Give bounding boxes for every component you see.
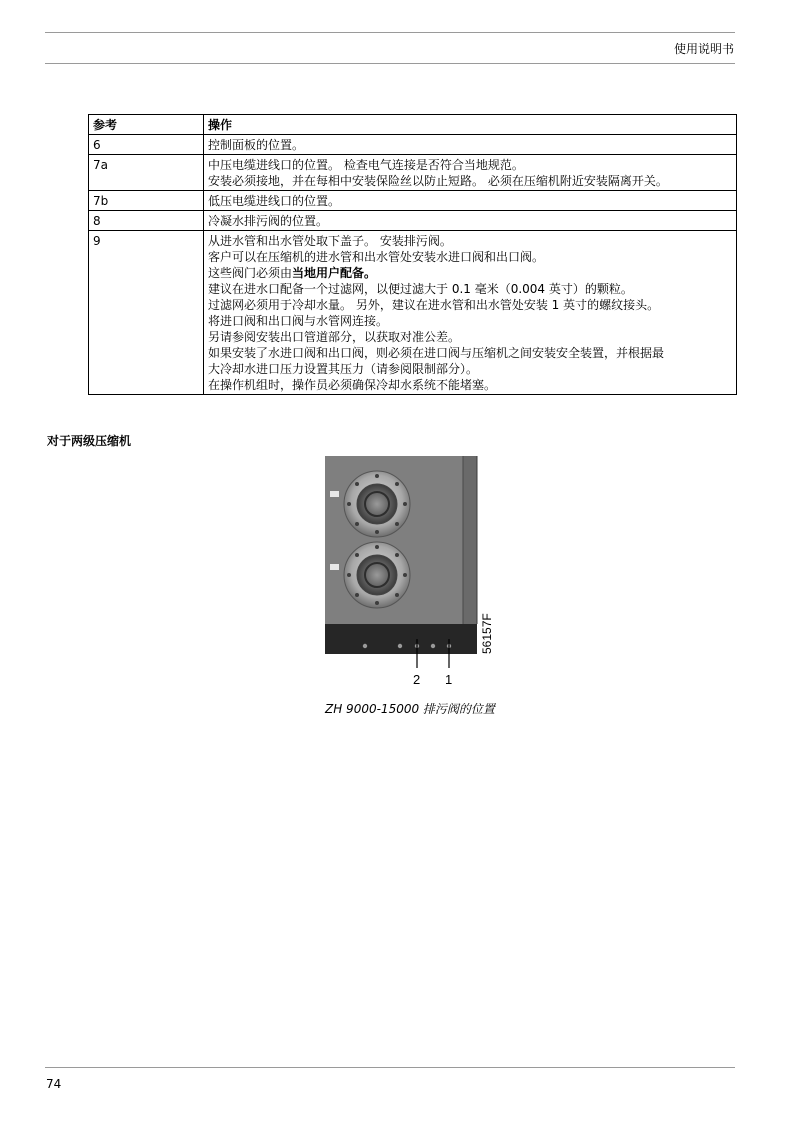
base-strip [325, 624, 477, 654]
page-number: 74 [46, 1077, 62, 1091]
column-header-ref: 参考 [89, 115, 204, 135]
ref-cell: 9 [89, 231, 204, 395]
operation-line: 大冷却水进口压力设置其压力（请参阅限制部分）。 [208, 362, 479, 376]
operation-line: 客户可以在压缩机的进水管和出水管处安装水进口阀和出口阀。 [208, 250, 545, 264]
callout-label-1: 1 [445, 672, 453, 686]
operation-cell [204, 135, 737, 155]
operation-line: 将进口阀和出口阀与水管网连接。 [208, 314, 389, 328]
table-header-row [89, 115, 737, 135]
operation-text: 这些阀门必须由 [208, 266, 293, 280]
figure-caption: ZH 9000-15000 排污阀的位置 [325, 702, 495, 716]
table-row [89, 231, 737, 395]
operation-cell [204, 191, 737, 211]
callout-label-2: 2 [413, 672, 421, 686]
footer-rule [45, 1067, 735, 1068]
operation-line: 低压电缆进线口的位置。 [208, 194, 341, 208]
operation-cell [204, 155, 737, 191]
operation-line: 过滤网必须用于冷却水量。 另外，建议在进水管和出水管处安装 1 英寸的螺纹接头。 [208, 298, 660, 312]
ref-cell: 8 [89, 211, 204, 231]
operation-line: 控制面板的位置。 [208, 138, 305, 152]
column-header-operation: 操作 [204, 115, 737, 135]
table-row [89, 191, 737, 211]
operation-line: 冷凝水排污阀的位置。 [208, 214, 329, 228]
operation-line: 安装必须接地，并在每相中安装保险丝以防止短路。 必须在压缩机附近安装隔离开关。 [208, 174, 668, 188]
table-row [89, 211, 737, 231]
operation-line: 如果安装了水进口阀和出口阀，则必须在进口阀与压缩机之间安装安全装置，并根据最 [208, 346, 665, 360]
lower-flange [344, 542, 410, 608]
header-rule-top [45, 32, 735, 33]
operation-line: 中压电缆进线口的位置。 检查电气连接是否符合当地规范。 [208, 158, 524, 172]
compressor-photo [325, 456, 495, 686]
table-row [89, 135, 737, 155]
operation-bold-text: 当地用户配备。 [292, 266, 377, 280]
operation-cell [204, 211, 737, 231]
figure-code: 56157F [480, 613, 494, 654]
header-title: 使用说明书 [673, 42, 734, 56]
operation-line: 从进水管和出水管处取下盖子。 安装排污阀。 [208, 234, 452, 248]
header-rule-bottom [45, 63, 735, 64]
section-title: 对于两级压缩机 [47, 434, 132, 448]
ref-cell: 6 [89, 135, 204, 155]
operation-line [208, 265, 732, 281]
operation-line: 建议在进水口配备一个过滤网，以便过滤大于 0.1 毫米（0.004 英寸）的颗粒。 [208, 282, 633, 296]
operation-cell [204, 231, 737, 395]
upper-flange [344, 471, 410, 537]
operation-line: 在操作机组时，操作员必须确保冷却水系统不能堵塞。 [208, 378, 497, 392]
ref-cell: 7a [89, 155, 204, 191]
side-panel [463, 456, 477, 624]
operation-line: 另请参阅安装出口管道部分，以获取对准公差。 [208, 330, 461, 344]
operations-table [88, 114, 737, 395]
table-row [89, 155, 737, 191]
ref-cell: 7b [89, 191, 204, 211]
